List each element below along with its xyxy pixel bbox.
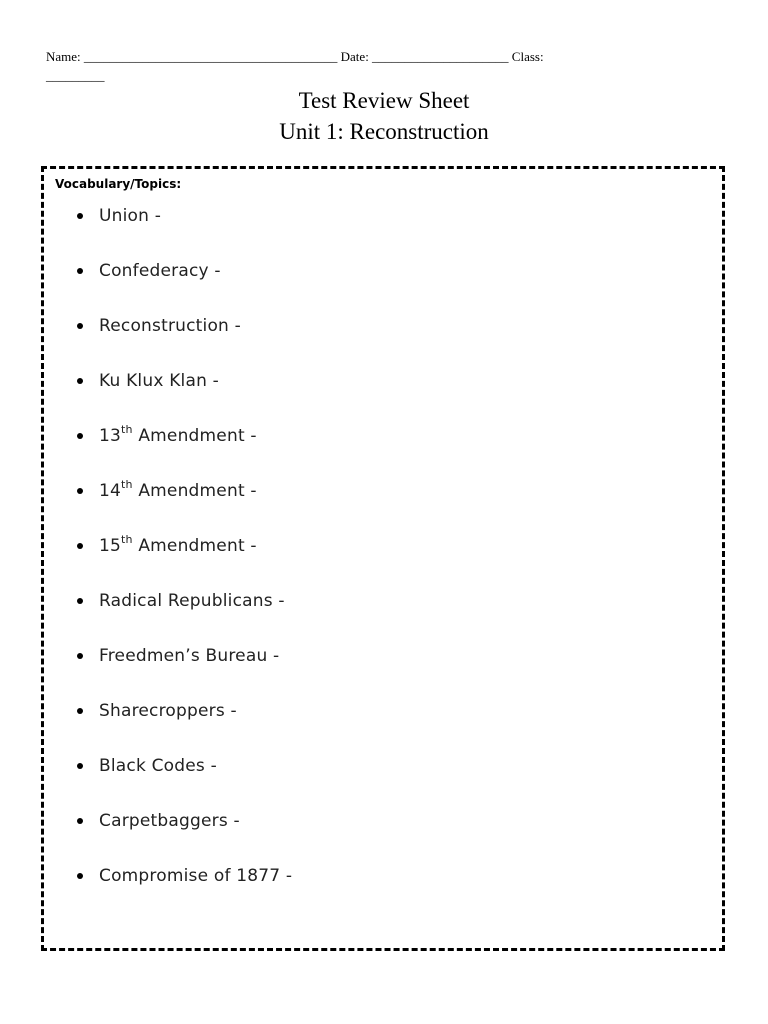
vocabulary-term [99, 425, 257, 447]
vocabulary-term-text: Ku Klux Klan - [99, 371, 219, 391]
ordinal-suffix: th [121, 478, 133, 492]
vocabulary-term-text: Freedmen’s Bureau - [99, 646, 280, 666]
bullet-icon [77, 213, 83, 219]
bullet-icon [77, 323, 83, 329]
vocabulary-term-text: Confederacy - [99, 261, 221, 281]
vocabulary-term [99, 865, 292, 887]
vocabulary-term [99, 700, 237, 722]
bullet-icon [77, 653, 83, 659]
bullet-icon [77, 268, 83, 274]
bullet-icon [77, 488, 83, 494]
vocabulary-term-text: Radical Republicans - [99, 591, 285, 611]
vocabulary-term-text: 14 [99, 481, 122, 501]
vocabulary-term-text: Carpetbaggers - [99, 811, 240, 831]
vocabulary-term-text: Compromise of 1877 - [99, 866, 293, 886]
vocabulary-term [99, 645, 279, 667]
vocabulary-term-text: Sharecroppers - [99, 701, 237, 721]
bullet-icon [77, 378, 83, 384]
vocabulary-term [99, 535, 257, 557]
vocabulary-term-text: Reconstruction - [99, 316, 241, 336]
vocabulary-term [99, 590, 285, 612]
vocabulary-term [99, 480, 257, 502]
vocabulary-term [99, 810, 240, 832]
vocabulary-term-text: Amendment - [132, 536, 257, 556]
vocabulary-term-text: Union - [99, 206, 162, 226]
vocabulary-term [99, 260, 221, 282]
bullet-icon [77, 873, 83, 879]
vocabulary-term-text: Amendment - [132, 481, 257, 501]
bullet-icon [77, 763, 83, 769]
bullet-icon [77, 818, 83, 824]
bullet-icon [77, 708, 83, 714]
bullet-icon [77, 598, 83, 604]
vocabulary-term [99, 315, 241, 337]
vocabulary-term-text: 13 [99, 426, 122, 446]
bullet-icon [77, 543, 83, 549]
ordinal-suffix: th [121, 533, 133, 547]
vocabulary-box [41, 166, 725, 951]
vocabulary-heading: Vocabulary/Topics: [55, 177, 182, 191]
page-subtitle: Unit 1: Reconstruction [279, 119, 489, 144]
class-blank-line: _________ [46, 68, 105, 83]
vocabulary-term [99, 205, 161, 227]
vocabulary-term-text: Black Codes - [99, 756, 217, 776]
vocabulary-term-text: 15 [99, 536, 122, 556]
vocabulary-term [99, 370, 219, 392]
page-title: Test Review Sheet [298, 88, 470, 113]
ordinal-suffix: th [121, 423, 133, 437]
vocabulary-term-text: Amendment - [132, 426, 257, 446]
bullet-icon [77, 433, 83, 439]
name-date-class-line: Name: _______________________________________ Date: _____________________ Class: [46, 49, 544, 64]
vocabulary-term [99, 755, 217, 777]
